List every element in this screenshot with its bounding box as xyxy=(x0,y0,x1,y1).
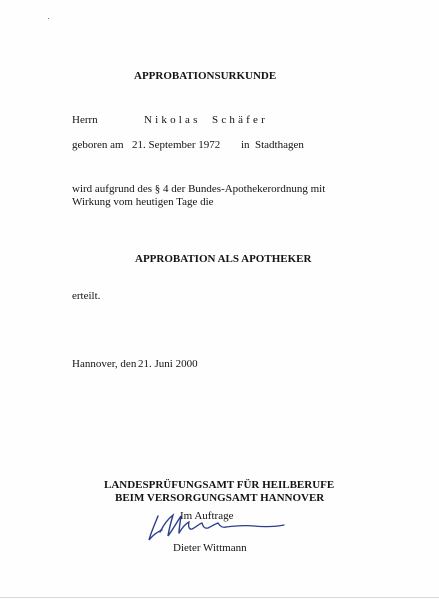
scan-speck xyxy=(48,18,49,19)
in-label: in xyxy=(241,139,250,151)
granted-text: erteilt. xyxy=(72,290,101,302)
issue-date: 21. Juni 2000 xyxy=(138,358,198,370)
first-name: Nikolas xyxy=(144,114,201,126)
on-behalf-text: Im Auftrage xyxy=(180,510,234,522)
signatory-name: Dieter Wittmann xyxy=(173,542,247,554)
authority-line-2: BEIM VERSORGUNGSAMT HANNOVER xyxy=(115,492,325,504)
signature-image xyxy=(146,502,286,546)
born-label: geboren am xyxy=(72,139,124,151)
last-name: Schäfer xyxy=(212,114,268,126)
birth-place: Stadthagen xyxy=(255,139,304,151)
approbation-heading: APPROBATION ALS APOTHEKER xyxy=(135,253,312,265)
body-line-2: Wirkung vom heutigen Tage die xyxy=(72,196,214,208)
authority-line-1: LANDESPRÜFUNGSAMT FÜR HEILBERUFE xyxy=(104,479,335,491)
place-date-prefix: Hannover, den xyxy=(72,358,137,370)
body-line-1: wird aufgrund des § 4 der Bundes-Apothekerordnung mit xyxy=(72,183,326,195)
certificate-title: APPROBATIONSURKUNDE xyxy=(134,70,277,82)
salutation: Herrn xyxy=(72,114,98,126)
page-bottom-edge xyxy=(0,597,439,598)
birth-date: 21. September 1972 xyxy=(132,139,221,151)
